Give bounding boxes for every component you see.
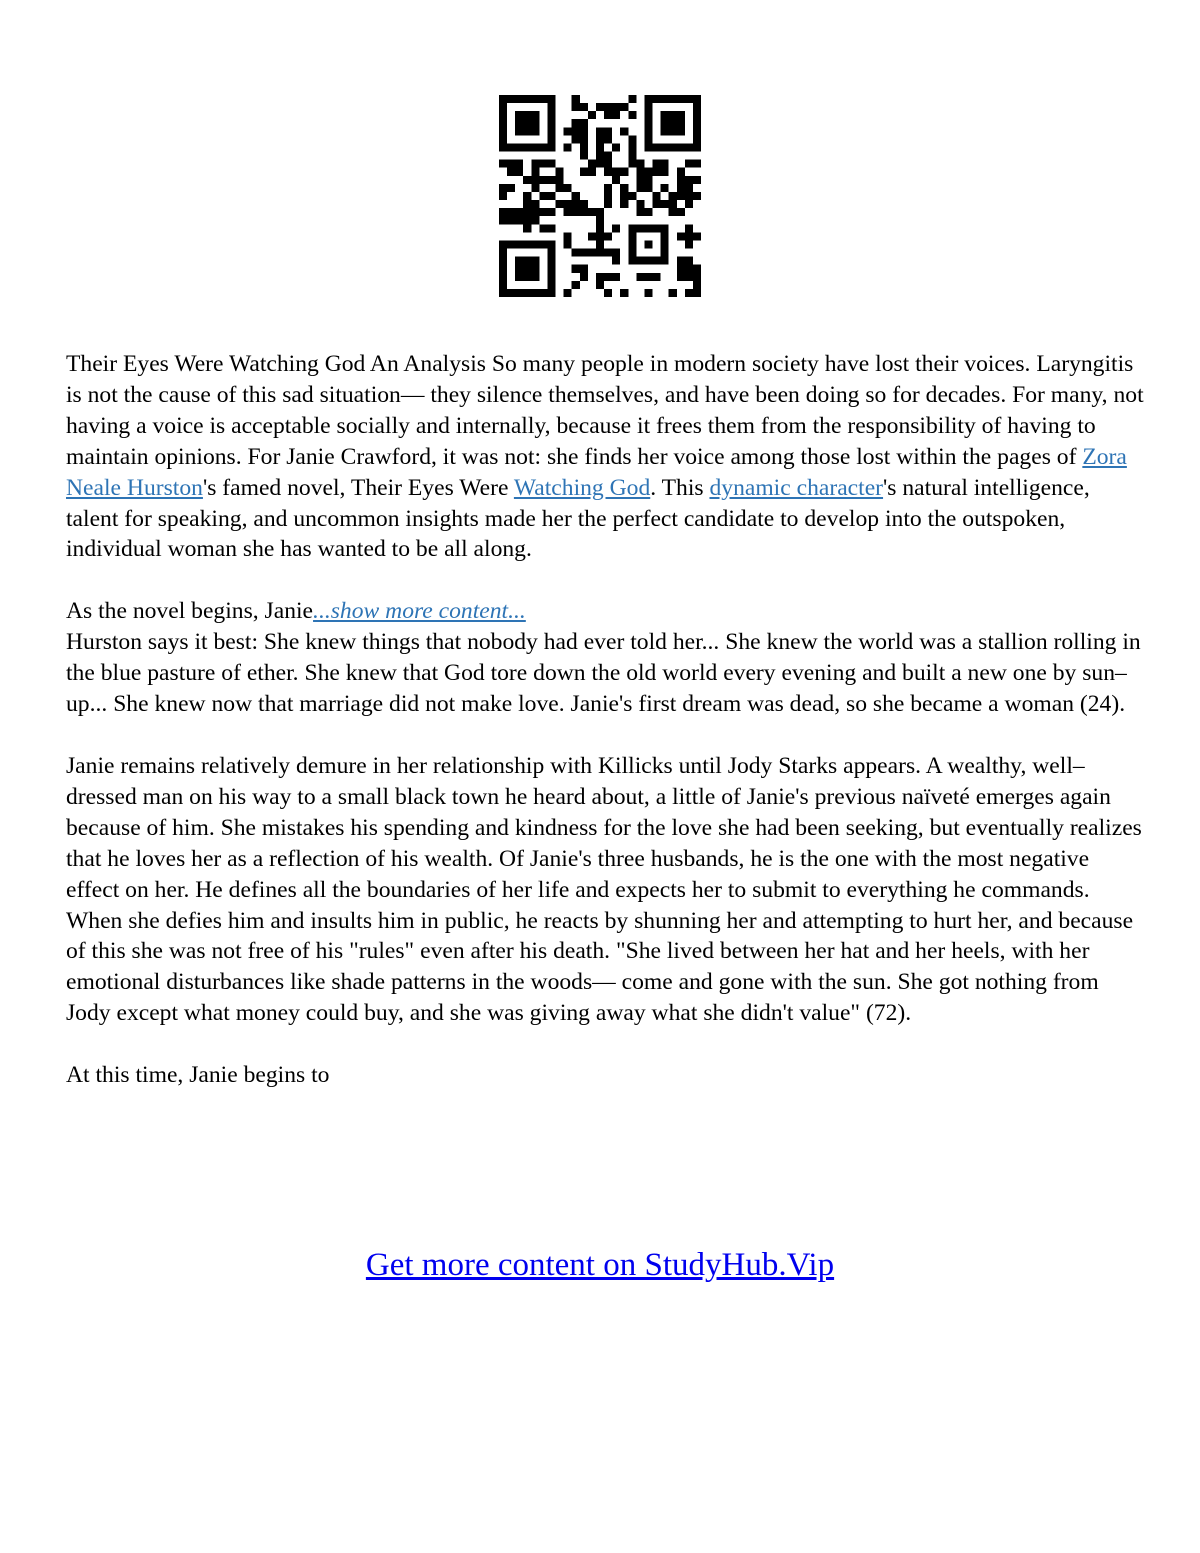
show-more-link[interactable]: ...show more content... [313, 598, 526, 625]
get-more-content-link[interactable]: Get more content on StudyHub.Vip [365, 1247, 835, 1283]
link-watching-god[interactable]: Watching God [513, 474, 651, 501]
paragraph-novel-begins: As the novel begins, Janie...show more content... Hurston says it best: She knew things that nobody had ever told her... She knew the world was a stallion rolling in the blue pasture of ether. She knew that God tore down the old world every evening and built a new one by sun–up... She knew now that marriage did not make love. Janie's first dream was dead, so she became a woman (24). [66, 598, 1141, 718]
paragraph-intro: Their Eyes Were Watching God An Analysis So many people in modern society have lost their voices. Laryngitis is not the cause of this sad situation— they silence themselves, and have been doing so for decades. For many, not having a voice is acceptable socially and internally, because it frees them from the responsibility of having to maintain opinions. For Janie Crawford, it was not: she finds her voice among those lost within the pages of Zora Neale Hurston's famed novel, Their Eyes Were Watching God. This dynamic character's natural intelligence, talent for speaking, and uncommon insights made her the perfect candidate to develop into the outspoken, individual woman she has wanted to be all along. [66, 351, 1144, 563]
article-body [66, 349, 1146, 1091]
link-zora-neale-hurston[interactable]: Zora Neale Hurston [66, 443, 1127, 501]
paragraph-at-this-time: At this time, Janie begins to [66, 1062, 330, 1089]
link-dynamic-character[interactable]: dynamic character [709, 474, 884, 501]
qr-code-icon [499, 95, 701, 297]
cta-container [0, 1247, 1200, 1284]
paragraph-jody-starks: Janie remains relatively demure in her relationship with Killicks until Jody Starks appears. A wealthy, well–dressed man on his way to a small black town he heard about, a little of Janie's previous naïveté emerges again because of him. She mistakes his spending and kindness for the love she had been seeking, but eventually realizes that he loves her as a reflection of his wealth. Of Janie's three husbands, he is the one with the most negative effect on her. He defines all the boundaries of her life and expects her to submit to everything he commands. When she defies him and insults him in public, he reacts by shunning her and attempting to hurt her, and because of this she was not free of his "rules" even after his death. "She lived between her hat and her heels, with her emotional disturbances like shade patterns in the woods— come and gone with the sun. She got nothing from Jody except what money could buy, and she was giving away what she didn't value" (72). [66, 752, 1142, 1027]
